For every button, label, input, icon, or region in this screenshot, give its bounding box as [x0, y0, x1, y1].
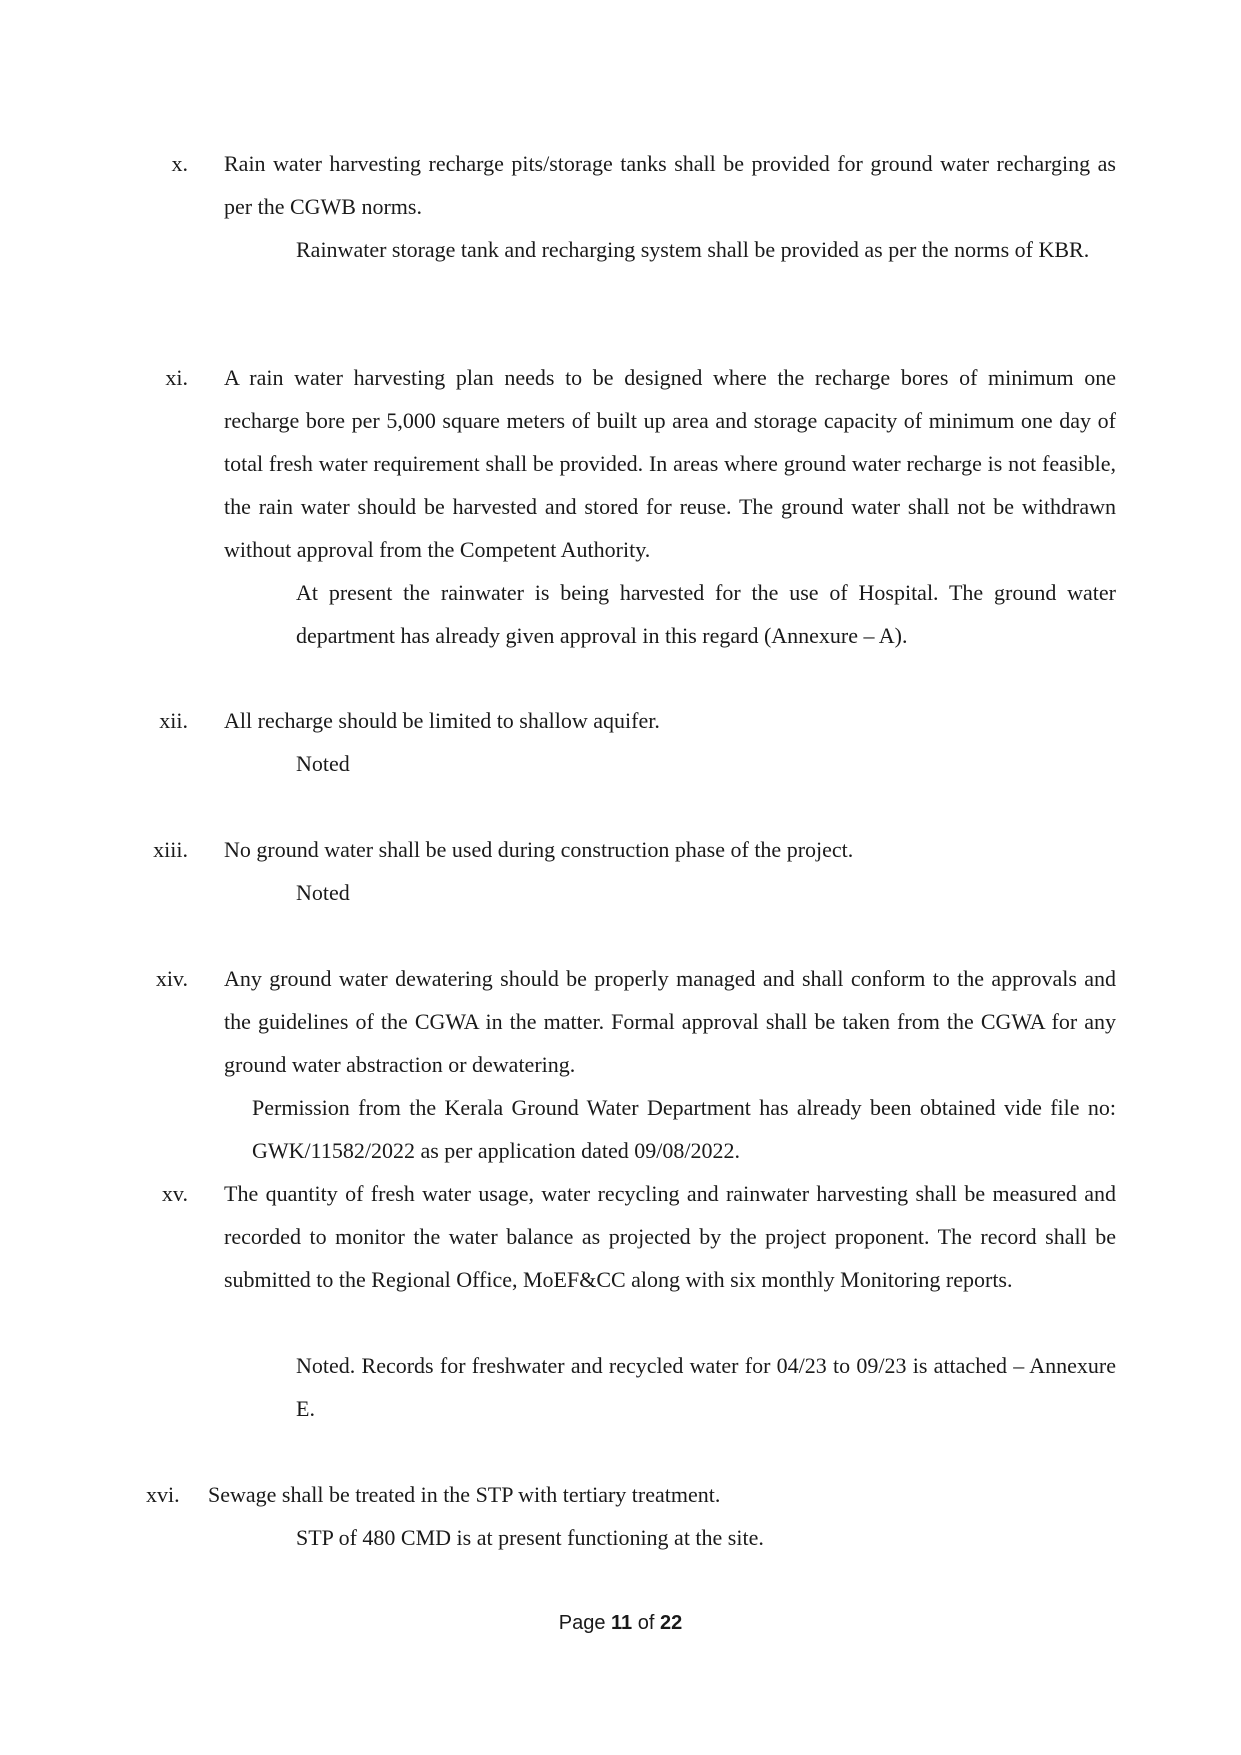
item-response: STP of 480 CMD is at present functioning at the site. [296, 1525, 764, 1550]
of-label: of [637, 1612, 655, 1634]
item-number: x. [171, 151, 188, 176]
page-label: Page [558, 1612, 606, 1634]
item-response: Noted [296, 880, 350, 905]
item-text: All recharge should be limited to shallow aquifer. [224, 708, 660, 733]
item-response: Rainwater storage tank and recharging system shall be provided as per the norms of KBR. [296, 237, 1090, 262]
item-number: xvi. [146, 1482, 180, 1507]
item-response: At present the rainwater is being harvested for the use of Hospital. The ground water department has already given approval in this regard (Annexure – A). [296, 580, 1116, 648]
item-number: xi. [165, 365, 188, 390]
page-footer [0, 1612, 1241, 1635]
total-pages-number: 22 [660, 1612, 683, 1634]
item-text: A rain water harvesting plan needs to be designed where the recharge bores of minimum one recharge bore per 5,000 square meters of built up area and storage capacity of minimum one day of total fresh water requirement shall be provided. In areas where ground water recharge is not feasible, the rain water should be harvested and stored for reuse. The ground water shall not be withdrawn without approval from the Competent Authority. [224, 365, 1116, 562]
item-text: The quantity of fresh water usage, water recycling and rainwater harvesting shall be measured and recorded to monitor the water balance as projected by the project proponent. The record shall be submitted to the Regional Office, MoEF&CC along with six monthly Monitoring reports. [224, 1181, 1116, 1292]
item-text: No ground water shall be used during construction phase of the project. [224, 837, 854, 862]
item-text: Any ground water dewatering should be properly managed and shall conform to the approvals and the guidelines of the CGWA in the matter. Formal approval shall be taken from the CGWA for any ground water abstraction or dewatering. [224, 966, 1116, 1077]
item-text: Sewage shall be treated in the STP with tertiary treatment. [208, 1482, 721, 1507]
item-number: xii. [159, 708, 188, 733]
current-page-number: 11 [611, 1612, 633, 1634]
item-number: xv. [161, 1181, 188, 1206]
item-response: Noted [296, 751, 350, 776]
item-number: xiv. [155, 966, 188, 991]
item-number: xiii. [153, 837, 188, 862]
item-response: Permission from the Kerala Ground Water Department has already been obtained vide file no: GWK/11582/2022 as per application dated 09/08/2022. [252, 1095, 1116, 1163]
item-text: Rain water harvesting recharge pits/storage tanks shall be provided for ground water recharging as per the CGWB norms. [224, 151, 1116, 219]
item-response: Noted. Records for freshwater and recycled water for 04/23 to 09/23 is attached – Annexure E. [296, 1353, 1116, 1421]
